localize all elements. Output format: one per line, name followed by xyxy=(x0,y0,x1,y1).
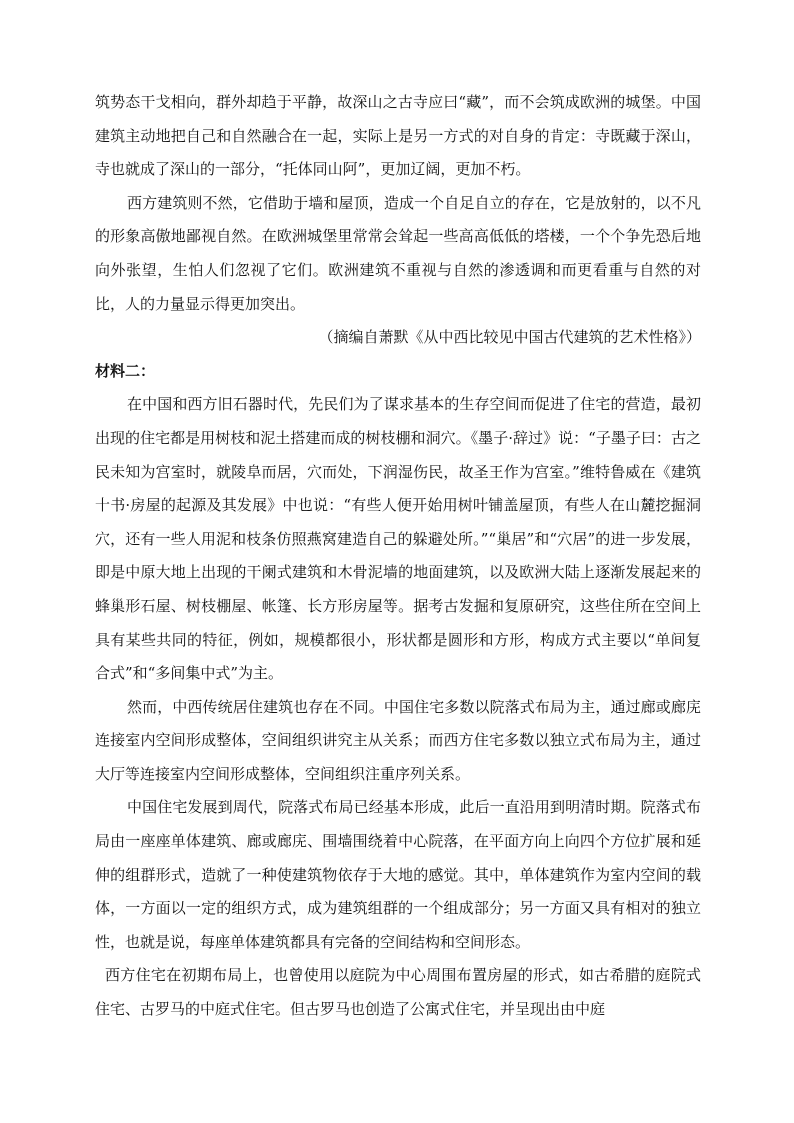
paragraph-paleolithic-dwellings: 在中国和西方旧石器时代，先民们为了谋求基本的生存空间而促进了住宅的营造，最初出现的住宅都是用树枝和泥土搭建而成的树枝棚和洞穴。《墨子·辞过》说：“子墨子曰：古之民未知为宫室时，就陵阜而居，穴而处，下润湿伤民，故圣王作为宫室。”维特鲁威在《建筑十书·房屋的起源及其发展》中也说：“有些人便开始用树叶铺盖屋顶，有些人在山麓挖掘洞穴，还有一些人用泥和枝条仿照燕窝建造自己的躲避处所。”“巢居”和“穴居”的进一步发展，即是中原大地上出现的干阑式建筑和木骨泥墙的地面建筑，以及欧洲大陆上逐渐发展起来的蜂巢形石屋、树枝棚屋、帐篷、长方形房屋等。据考古发掘和复原研究，这些住所在空间上具有某些共同的特征，例如，规模都很小，形状都是圆形和方形，构成方式主要以“单间复合式”和“多间集中式”为主。 xyxy=(95,395,701,683)
document-page xyxy=(95,86,701,1027)
paragraph-courtyard-layout: 中国住宅发展到周代，院落式布局已经基本形成，此后一直沿用到明清时期。院落式布局由一座座单体建筑、廊或廊庑、围墙围绕着中心院落，在平面方向上向四个方位扩展和延伸的组群形式，造就了一种使建筑物依存于大地的感觉。其中，单体建筑作为室内空间的载体，一方面以一定的组织方式，成为建筑组群的一个组成部分；另一方面又具有相对的独立性，也就是说，每座单体建筑都具有完备的空间结构和空间形态。 xyxy=(95,798,701,951)
source-citation: （摘编自萧默《从中西比较见中国古代建筑的艺术性格》） xyxy=(318,328,701,347)
paragraph-western-layout: 西方住宅在初期布局上，也曾使用以庭院为中心周围布置房屋的形式，如古希腊的庭院式住宅、古罗马的中庭式住宅。但古罗马也创造了公寓式住宅，并呈现出由中庭 xyxy=(95,966,701,1019)
paragraph-western-architecture: 西方建筑则不然，它借助于墙和屋顶，造成一个自足自立的存在，它是放射的，以不凡的形象高傲地鄙视自然。在欧洲城堡里常常会耸起一些高高低低的塔楼，一个个争先恐后地向外张望，生怕人们忽视了它们。欧洲建筑不重视与自然的渗透调和而更看重与自然的对比，人的力量显示得更加突出。 xyxy=(95,193,701,313)
paragraph-continuation: 筑势态干戈相向，群外却趋于平静，故深山之古寺应曰“藏”，而不会筑成欧洲的城堡。中国建筑主动地把自己和自然融合在一起，实际上是另一方式的对自身的肯定：寺既藏于深山，寺也就成了深山的一部分，“托体同山阿”，更加辽阔，更加不朽。 xyxy=(95,93,701,179)
paragraph-differences: 然而，中西传统居住建筑也存在不同。中国住宅多数以院落式布局为主，通过廊或廊庑连接室内空间形成整体，空间组织讲究主从关系；而西方住宅多数以独立式布局为主，通过大厅等连接室内空间形成整体，空间组织注重序列关系。 xyxy=(95,697,701,783)
section-heading-material-2: 材料二： xyxy=(95,361,156,380)
